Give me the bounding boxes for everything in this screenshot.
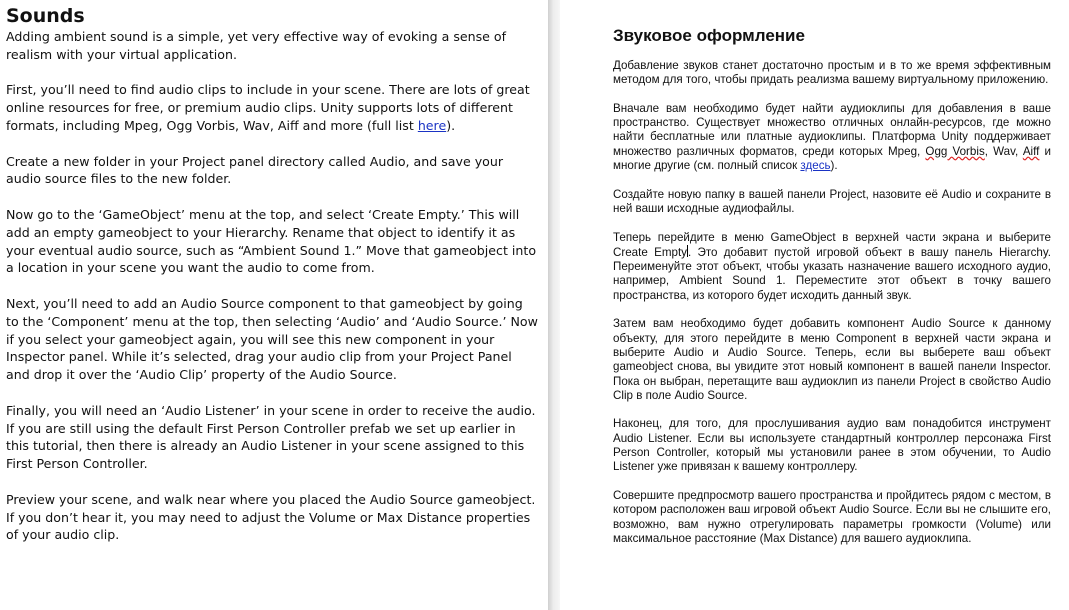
spellcheck-aiff: Aiff [1022,144,1040,158]
russian-paragraph-4 [613,231,1051,303]
russian-p4-b: . Это добавит пустой игровой объект в вашу панель Hierarchy. Переименуйте этот объект, чтобы указать назначение вашего исходного аудио, например, Ambient Sound 1. Переместите этот объект в точку вашего пространства, из которого будет исходить данный звук. [613,245,1051,302]
russian-paragraph-7: Совершите предпросмотр вашего пространства и пройдитесь рядом с местом, в котором расположен ваш игровой объект Audio Source. Если вы не слышите его, возможно, вам нужно отрегулировать параметры громкости (Volume) или максимальное расстояние (Max Distance) для вашего аудиоклипа. [613,488,1051,545]
zdes-link[interactable]: здесь [800,159,831,173]
spellcheck-ogg-vorbis: Ogg Vorbis [925,144,985,158]
russian-p4-a: Теперь перейдите в меню GameObject в верхней части экрана и выберите Create Empty [613,230,1051,259]
english-title: Sounds [6,5,85,27]
russian-paragraph-5: Затем вам необходимо будет добавить компонент Audio Source к данному объекту, для этого перейдите в меню Component в верхней части экрана и выберите Audio и Audio Source. Теперь, если вы выберете ваш объект gameobject снова, вы увидите этот новый компонент в вашей панели Inspector. Пока он выбран, перетащите ваш аудиоклип из панели Project в свойство Audio Clip в поле Audio Source. [613,317,1051,402]
russian-paragraph-1: Добавление звуков станет достаточно простым и в то же время эффективным методом для того, чтобы придать реализма вашему виртуальному приложению. [613,59,1051,87]
russian-paragraph-2 [613,102,1051,173]
russian-p2-b: , Wav, [984,144,1023,158]
russian-page[interactable] [560,0,1069,610]
page-divider [548,0,560,610]
russian-p2-c: и многие другие (см. полный список [613,144,1052,173]
english-paragraph-4: Now go to the ‘GameObject’ menu at the top, and select ‘Create Empty.’ This will add an empty gameobject to your Hierarchy. Rename that object to identify it as your eventual audio source, such as “Ambient Sound 1.” Move that gameobject into a location in your scene you want the audio to come from. [6,206,537,276]
russian-p2-a: Вначале вам необходимо будет найти аудиоклипы для добавления в ваше пространство. Существует множество отличных онлайн-ресурсов, где можно найти бесплатные или платные аудиоклипы. Платформа Unity поддерживает множество различных форматов, среди которых Mpeg, [613,101,1051,158]
russian-paragraph-6: Наконец, для того, для прослушивания аудио вам понадобится инструмент Audio Listener. Если вы используете стандартный контроллер персонажа First Person Controller, который мы установили ранее в этом обучении, то Audio Listener уже привязан к вашему контроллеру. [613,417,1051,474]
here-link[interactable]: here [417,117,447,133]
english-p2-end: ). [446,117,456,133]
english-paragraph-6: Finally, you will need an ‘Audio Listener’ in your scene in order to receive the audio. If you are still using the default First Person Controller prefab we set up earlier in this tutorial, then there is already an Audio Listener in your scene assigned to this First Person Controller. [6,402,536,472]
english-paragraph-7: Preview your scene, and walk near where you placed the Audio Source gameobject. If you don’t hear it, you may need to adjust the Volume or Max Distance properties of your audio clip. [6,491,536,543]
english-paragraph-1: Adding ambient sound is a simple, yet very effective way of evoking a sense of realism with your virtual application. [6,29,507,62]
english-paragraph-2 [6,81,538,134]
english-paragraph-5: Next, you’ll need to add an Audio Source component to that gameobject by going to the ‘Component’ menu at the top, then selecting ‘Audio’ and ‘Audio Source.’ Now if you select your gameobject again, you will see this new component in your Inspector panel. While it’s selected, drag your audio clip from your Project Panel and drop it over the ‘Audio Clip’ property of the Audio Source. [6,295,538,383]
russian-title: Звуковое оформление [613,26,805,45]
english-p2-text: First, you’ll need to find audio clips to include in your scene. There are lots of great online resources for free, or premium audio clips. Unity supports lots of different formats, including Mpeg, Ogg Vorbis, Wav, Aiff and more (full list [6,82,530,133]
russian-p2-d: ). [830,159,838,173]
english-paragraph-3: Create a new folder in your Project panel directory called Audio, and save your audio source files to the new folder. [6,153,504,187]
russian-paragraph-3: Создайте новую папку в вашей панели Project, назовите её Audio и сохраните в ней ваши исходные аудиофайлы. [613,187,1051,215]
